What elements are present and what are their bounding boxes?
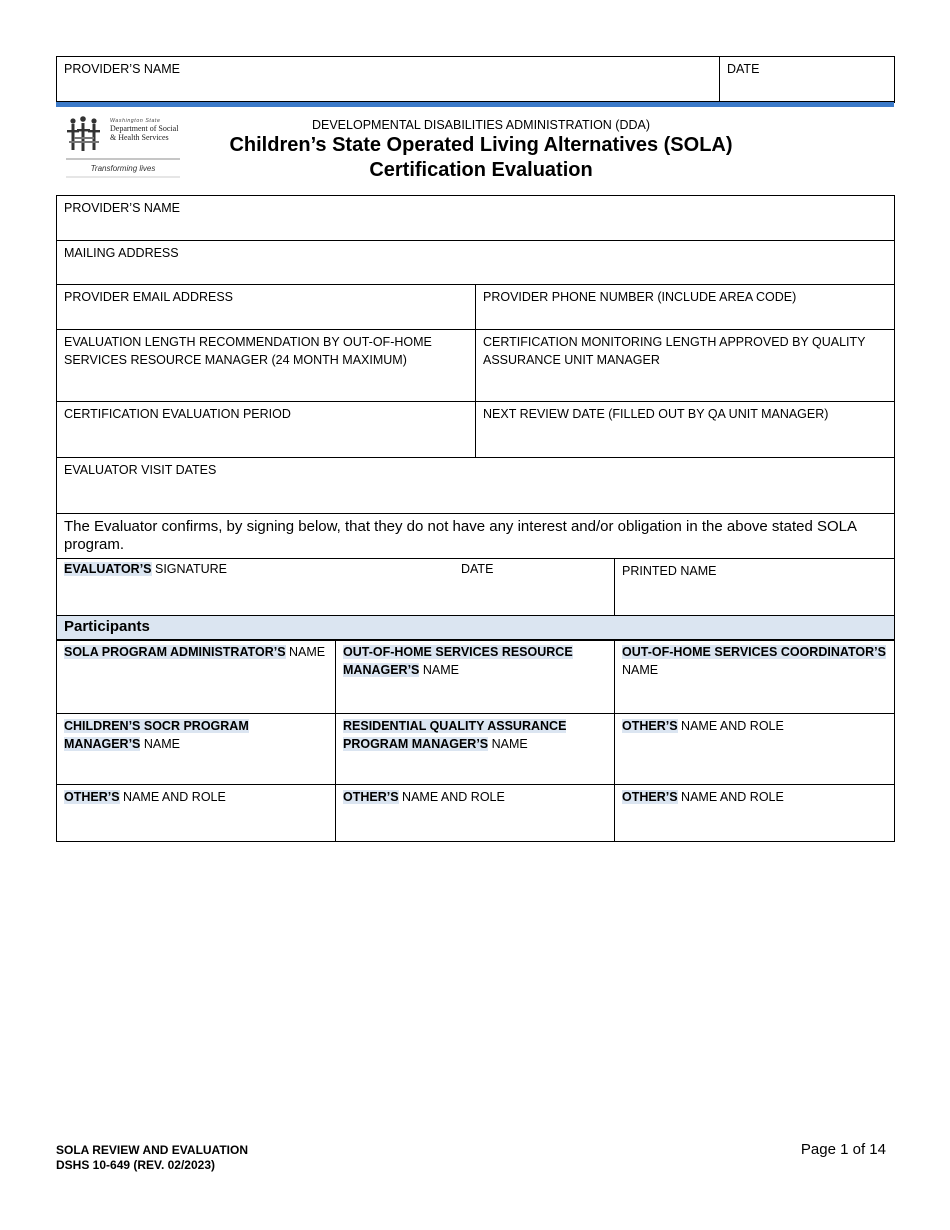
logo-state-text: Washington State	[110, 118, 161, 124]
logo-tagline: Transforming lives	[90, 164, 156, 173]
evaluator-visit-dates-field[interactable]	[57, 458, 895, 514]
header-divider-bar	[56, 101, 894, 107]
mailing-address-label: MAILING ADDRESS	[64, 246, 179, 260]
participant-field[interactable]: CHILDREN’S SOCR PROGRAM MANAGER’S NAME	[57, 714, 336, 785]
providers-name-label: PROVIDER’S NAME	[64, 201, 180, 215]
certification-monitoring-field[interactable]	[476, 330, 895, 402]
top-providers-name-label: PROVIDER’S NAME	[64, 62, 180, 76]
evaluation-period-field[interactable]	[57, 402, 476, 458]
participant-field[interactable]: OTHER’S NAME AND ROLE	[336, 785, 615, 842]
title-line-2: Certification Evaluation	[369, 159, 593, 181]
evaluator-visit-dates-label: EVALUATOR VISIT DATES	[64, 463, 217, 477]
next-review-date-field[interactable]	[476, 402, 895, 458]
evaluation-length-field[interactable]	[57, 330, 476, 402]
participant-field[interactable]: OUT-OF-HOME SERVICES RESOURCE MANAGER’S NAME	[336, 640, 615, 714]
signature-date-label: DATE	[461, 562, 494, 576]
provider-email-label: PROVIDER EMAIL ADDRESS	[64, 290, 234, 304]
printed-name-label: PRINTED NAME	[622, 564, 717, 578]
next-review-date-label: NEXT REVIEW DATE (FILLED OUT BY QA UNIT MANAGER)	[483, 407, 829, 421]
participants-heading: Participants	[57, 616, 895, 641]
footer-form-number: DSHS 10-649 (REV. 02/2023)	[56, 1158, 215, 1172]
top-providers-name-field[interactable]	[57, 57, 720, 103]
certification-form-table	[56, 195, 895, 641]
evaluation-period-label: CERTIFICATION EVALUATION PERIOD	[64, 407, 291, 421]
providers-name-field[interactable]	[57, 196, 895, 241]
certification-monitoring-label: CERTIFICATION MONITORING LENGTH APPROVED BY QUALITY ASSURANCE UNIT MANAGER	[483, 335, 866, 367]
participant-field[interactable]: RESIDENTIAL QUALITY ASSURANCE PROGRAM MANAGER’S NAME	[336, 714, 615, 785]
participants-table	[56, 639, 895, 842]
participant-field[interactable]: OUT-OF-HOME SERVICES COORDINATOR’S NAME	[615, 640, 895, 714]
provider-phone-field[interactable]	[476, 285, 895, 330]
evaluator-signature-label: EVALUATOR’S SIGNATURE	[64, 562, 227, 576]
page-number: Page 1 of 14	[800, 1141, 886, 1158]
participant-field[interactable]: OTHER’S NAME AND ROLE	[615, 714, 895, 785]
agency-name: DEVELOPMENTAL DISABILITIES ADMINISTRATION (DDA)	[311, 118, 651, 132]
dshs-logo	[66, 115, 180, 179]
top-date-label: DATE	[727, 62, 760, 76]
provider-email-field[interactable]	[57, 285, 476, 330]
top-fields-table	[56, 56, 895, 103]
participant-field[interactable]: OTHER’S NAME AND ROLE	[57, 785, 336, 842]
logo-dept-line1: Department of Social	[110, 124, 179, 133]
printed-name-field[interactable]	[615, 559, 895, 616]
footer-form-title: SOLA REVIEW AND EVALUATION	[56, 1143, 248, 1157]
footer-form-info	[56, 1143, 248, 1173]
evaluation-length-label: EVALUATION LENGTH RECOMMENDATION BY OUT-OF-HOME SERVICES RESOURCE MANAGER (24 MONTH MAXIMUM)	[64, 335, 432, 367]
title-line-1: Children’s State Operated Living Alternatives (SOLA)	[229, 134, 733, 156]
participant-field[interactable]: OTHER’S NAME AND ROLE	[615, 785, 895, 842]
page-title	[180, 133, 782, 183]
provider-phone-label: PROVIDER PHONE NUMBER (INCLUDE AREA CODE)	[483, 290, 797, 304]
mailing-address-field[interactable]	[57, 241, 895, 285]
logo-dept-line2: & Health Services	[110, 133, 169, 142]
top-date-field[interactable]	[720, 57, 895, 103]
participant-field[interactable]: SOLA PROGRAM ADMINISTRATOR’S NAME	[57, 640, 336, 714]
evaluator-confirmation-text: The Evaluator confirms, by signing below, that they do not have any interest and/or obligation in the above stated SOLA program.	[57, 514, 895, 559]
evaluator-signature-field[interactable]	[57, 559, 615, 616]
people-icon	[67, 116, 100, 151]
